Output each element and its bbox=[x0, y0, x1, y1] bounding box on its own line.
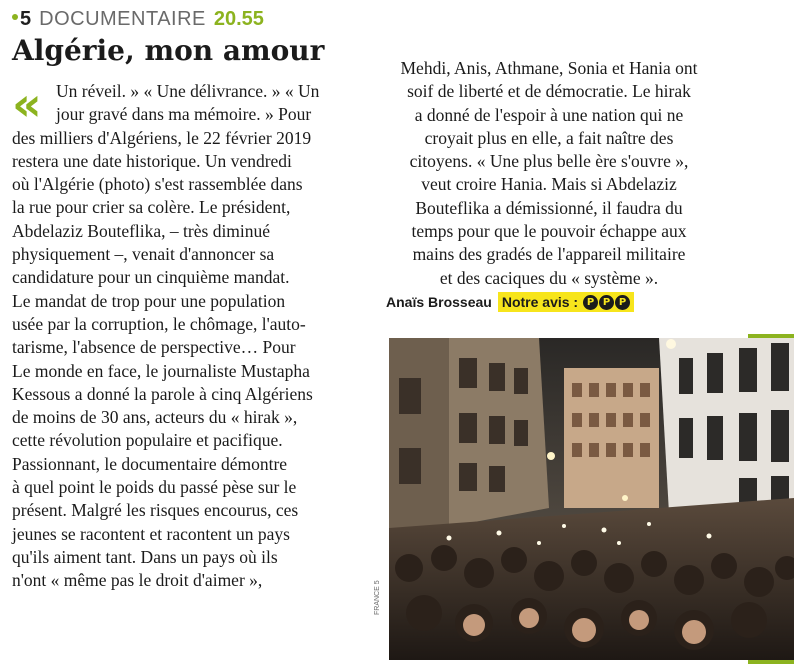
text-line: la rue pour crier sa colère. Le président, bbox=[12, 197, 291, 218]
text-line: qu'ils aiment tant. Dans un pays où ils bbox=[12, 546, 278, 567]
text-line: a donné de l'espoir à une nation qui ne bbox=[414, 104, 684, 125]
author-name: Anaïs Brosseau bbox=[386, 294, 492, 310]
text-line: tarisme, l'absence de perspective… Pour bbox=[12, 337, 296, 358]
byline bbox=[386, 292, 634, 312]
verdict-rating bbox=[582, 295, 630, 310]
bullet-icon bbox=[12, 14, 18, 20]
text-line: jour gravé dans ma mémoire. » Pour bbox=[56, 104, 312, 125]
program-header bbox=[12, 8, 264, 34]
verdict-badge bbox=[498, 292, 634, 312]
text-line: où l'Algérie (photo) s'est rassemblée dans bbox=[12, 174, 303, 195]
protest-photo bbox=[389, 338, 794, 660]
text-line: Le monde en face, le journaliste Mustapha bbox=[12, 360, 310, 381]
text-line: Abdelaziz Bouteflika, – très diminué bbox=[12, 220, 271, 241]
text-line: Kessous a donné la parole à cinq Algériens bbox=[12, 383, 313, 404]
text-line: n'ont « même pas le droit d'aimer », bbox=[12, 570, 263, 591]
text-line: Bouteflika a démissionné, il faudra du bbox=[415, 197, 683, 218]
verdict-label: Notre avis : bbox=[501, 294, 579, 310]
airtime: 20.55 bbox=[213, 8, 264, 30]
article-column-2 bbox=[384, 57, 714, 290]
text-line: à quel point le poids du passé pèse sur le bbox=[12, 477, 297, 498]
accent-bar-bottom bbox=[748, 660, 794, 664]
quote-mark-icon: « bbox=[12, 77, 42, 131]
text-line: Passionnant, le documentaire démontre bbox=[12, 453, 288, 474]
photo-credit: FRANCE 5 bbox=[374, 580, 381, 615]
rating-star-icon: P bbox=[599, 295, 614, 310]
text-line: jeunes se racontent et racontent un pays bbox=[12, 523, 290, 544]
text-line: et des caciques du « système ». bbox=[439, 267, 659, 288]
text-line: veut croire Hania. Mais si Abdelaziz bbox=[421, 174, 677, 195]
text-line: croyait plus en elle, a fait naître des bbox=[424, 127, 674, 148]
rating-star-icon: P bbox=[615, 295, 630, 310]
text-line: des milliers d'Algériens, le 22 février 2019 bbox=[12, 127, 312, 148]
text-line: Le mandat de trop pour une population bbox=[12, 290, 286, 311]
text-line: temps pour que le pouvoir échappe aux bbox=[411, 221, 687, 242]
text-line: physiquement –, venait d'annoncer sa bbox=[12, 244, 275, 265]
text-line: restera une date historique. Un vendredi bbox=[12, 150, 292, 171]
text-line: cette révolution populaire et pacifique. bbox=[12, 430, 283, 451]
text-line: usée par la corruption, le chômage, l'auto- bbox=[12, 313, 306, 334]
rating-star-icon: P bbox=[583, 295, 598, 310]
article-title: Algérie, mon amour bbox=[12, 34, 325, 67]
text-line: Mehdi, Anis, Athmane, Sonia et Hania ont bbox=[400, 58, 698, 78]
text-line: mains des gradés de l'appareil militaire bbox=[412, 244, 686, 265]
text-line: de moins de 30 ans, acteurs du « hirak », bbox=[12, 407, 298, 428]
text-line: présent. Malgré les risques encourus, ces bbox=[12, 500, 299, 521]
text-line: soif de liberté et de démocratie. Le hirak bbox=[407, 81, 691, 102]
text-line: citoyens. « Une plus belle ère s'ouvre », bbox=[409, 151, 689, 172]
channel-number: 5 bbox=[20, 8, 32, 30]
article-column-1 bbox=[12, 77, 352, 593]
text-line: Un réveil. » « Une délivrance. » « Un bbox=[56, 81, 320, 101]
text-line: candidature pour un cinquième mandat. bbox=[12, 267, 290, 288]
genre-label: DOCUMENTAIRE bbox=[39, 8, 206, 30]
